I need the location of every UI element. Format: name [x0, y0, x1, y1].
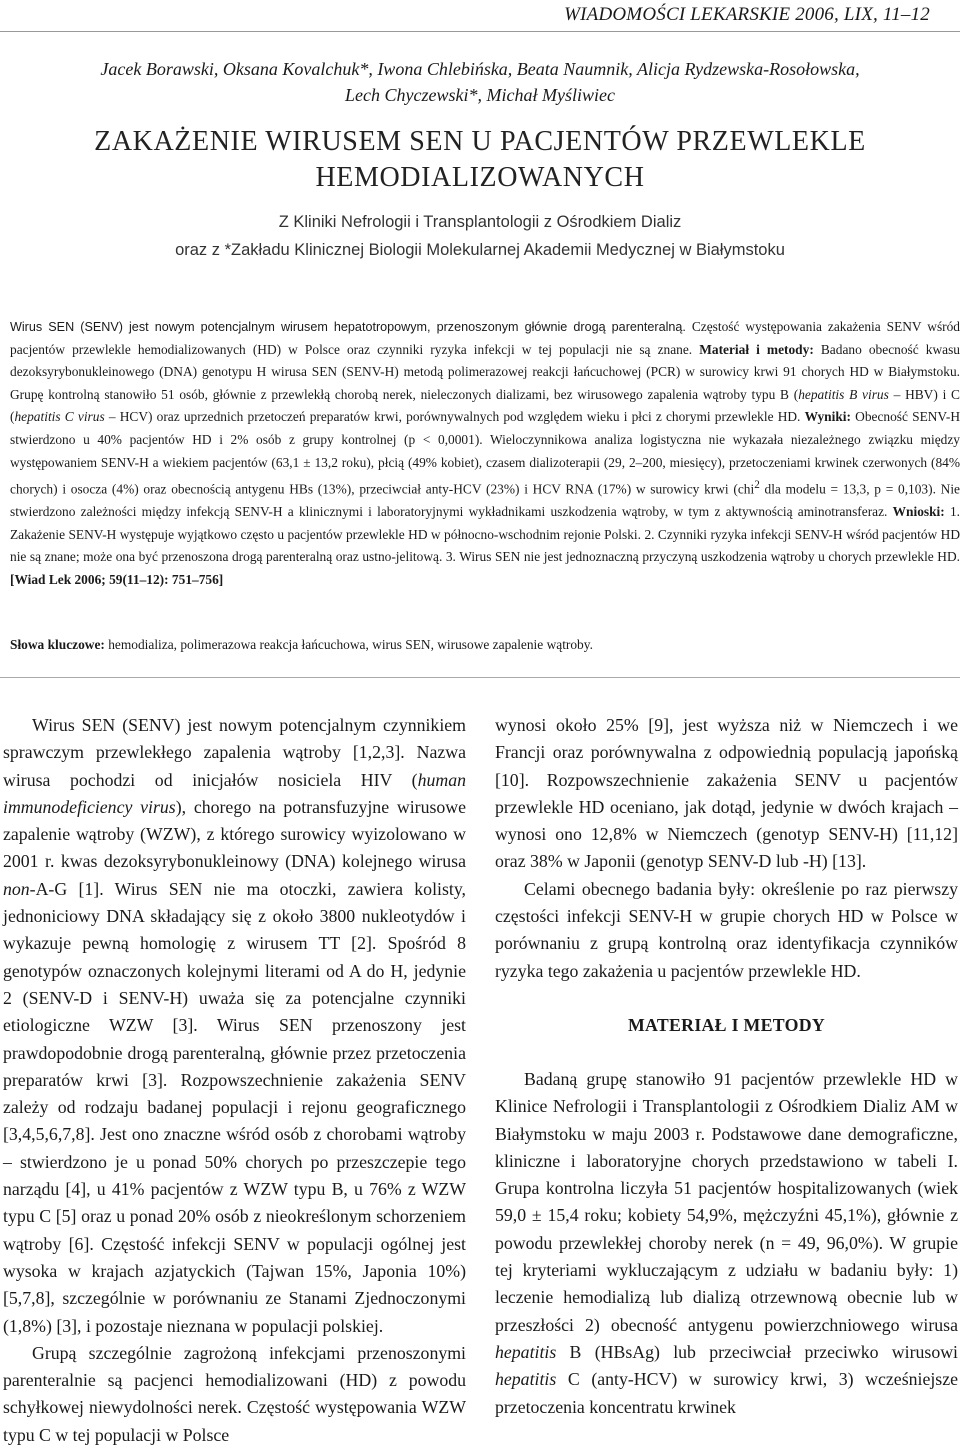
header-divider: [0, 31, 960, 32]
citation: [Wiad Lek 2006; 59(11–12): 751–756]: [10, 572, 224, 587]
abstract-divider: [0, 677, 960, 678]
abstract: [10, 316, 960, 592]
text-run-italic: hepatitis: [495, 1369, 557, 1390]
text-run: ), chorego na potransfuzyjne wirusowe zapalenie wątroby (WZW), z którego surowicy wyizolowano w 2001 r. kwas dezoksyrybonukleinowy (DNA) kolejnego wirusa: [3, 796, 467, 872]
author-line-2: Lech Chyczewski*, Michał Myśliwiec: [345, 85, 615, 105]
methods-text-a: Badano obecność kwasu dezoksyrybonukleinowego (DNA) genotypu H wirusa SEN (SENV-H) metodą polimerazowej reakcji łańcuchowej (PCR) w surowicy krwi 91 chorych HD w Białymstoku. Grupę kontrolną stanowiło 51 osób, głównie z przewlekłą chorobą nerek, nieleczonych dializami, bez wirusowego zapalenia wątroby typu B (: [10, 341, 960, 402]
body-paragraph: Grupą szczególnie zagrożoną infekcjami przenoszonymi parenteralnie są pacjenci hemodializowani (HD) z powodu schyłkowej niewydolności nerek. Częstość występowania WZW typu C w tej populacji w Polsce: [3, 1342, 466, 1445]
abstract-intro: Wirus SEN (SENV) jest nowym potencjalnym wirusem hepatotropowym, przenoszonym głównie drogą parenteralną.: [10, 320, 686, 334]
keywords: [10, 634, 960, 656]
chi-square-superscript: 2: [754, 479, 760, 492]
body-paragraph: wynosi około 25% [9], jest wyższa niż w Niemczech i we Francji oraz porównywalna z odpowiednią populacją japońską [10]. Rozpowszechnienie zakażenia SENV u pacjentów przewlekle HD oceniano, jak dotąd, jedynie w dwóch krajach – wynosi ono 12,8% w Niemczech (genotyp SENV-H) [11,12] oraz 38% w Japonii (genotyp SENV-D lub -H) [13].: [495, 715, 958, 872]
methods-text-b: – HBV) i C (: [10, 386, 960, 425]
methods-text-c: – HCV) oraz uprzednich przetoczeń preparatów krwi, porównywalnych pod względem wieku i płci z chorymi przewlekle HD.: [104, 409, 805, 425]
author-list: [0, 56, 960, 108]
body-column-left: [3, 712, 466, 1449]
keywords-text: hemodializa, polimerazowa reakcja łańcuchowa, wirus SEN, wirusowe zapalenie wątroby.: [104, 637, 593, 652]
text-run: C (anty-HCV) w surowicy krwi, 3) wcześniejsze przetoczenia koncentratu krwinek: [495, 1369, 958, 1417]
text-run: -A-G [1]. Wirus SEN nie ma otoczki, zawiera kolisty, jednoniciowy DNA składający się z około 3800 nukleotydów i wykazuje pewną homologię z wirusem TT [2]. Spośród 8 genotypów oznaczonych kolejnymi literami od A do H, jedynie 2 (SENV-D i SENV-H) uważa się za potencjalne czynniki etiologiczne WZW [3]. Wirus SEN przenoszony jest prawdopodobnie drogą parenteralną, głównie przez przetoczenia preparatów krwi [3]. Rozpowszechnienie zakażenia SENV zależy od rodzaju badanej populacji i rejonu geograficznego [3,4,5,6,7,8]. Jest ono znaczne wśród osób z chorobami wątroby – stwierdzono je u ponad 50% chorych po przeszczepie tego narządu [4], u 41% pacjentów z WZW typu B, u 76% z WZW typu C [5] oraz u ponad 20% osób z nieokreślonym schorzeniem wątroby [6]. Częstość infekcji SENV w populacji ogólnej jest wysoka w krajach azjatyckich (Tajwan 15%, Japonia 10%) [5,7,8], szczególnie w porównaniu ze Stanami Zjednoczonymi (1,8%) [3], i pozostaje nieznana w populacji polskiej.: [3, 878, 466, 1336]
text-run: Wirus SEN (SENV) jest nowym potencjalnym czynnikiem sprawczym przewlekłego zapalenia wątroby [1,2,3]. Nazwa wirusa pochodzi od inicjałów nosiciela HIV (: [3, 715, 466, 790]
body-paragraph: [495, 1066, 958, 1421]
affiliation-line-2: oraz z *Zakładu Klinicznej Biologii Molekularnej Akademii Medycznej w Białymstoku: [175, 241, 785, 259]
methods-hcv: hepatitis C virus: [14, 409, 105, 425]
affiliation: [0, 208, 960, 264]
body-column-right: [495, 712, 958, 1421]
journal-header: WIADOMOŚCI LEKARSKIE 2006, LIX, 11–12: [564, 4, 930, 25]
text-run: Badaną grupę stanowiło 91 pacjentów przewlekle HD w Klinice Nefrologii i Transplantologii z Ośrodkiem Dializ AM w Białymstoku w maju 2003 r. Podstawowe dane demograficzne, kliniczne i laboratoryjne chorych przedstawiono w tabeli I. Grupa kontrolna liczyła 51 pacjentów hospitalizowanych (wiek 59,0 ± 15,4 roku; kobiety 54,9%, mężczyźni 45,1%), głównie z powodu przewlekłej choroby nerek (n = 49, 96,0%). W grupie tej kryteriami wykluczającym z udziału w badaniu były: 1) leczenie hemodializą lub dializą otrzewnową obecnie lub w przeszłości 2) obecność antygenu powierzchniowego wirusa: [495, 1068, 958, 1335]
results-label: Wyniki:: [804, 409, 851, 425]
results-text-a: Obecność SENV-H stwierdzono u 40% pacjentów HD i 2% osób z grupy kontrolnej (p < 0,0001). Wieloczynnikowa analiza logistyczna nie wykazała niezależnego związku między występowaniem SENV-H a wiekiem pacjentów (63,1 ± 13,2 roku), płcią (49% kobiet), czasem dializoterapii (29, 2–200, miesięcy), przetoczeniami krwinek czerwonych (84% chorych) i osocza (4%) oraz obecnością antygenu HBs (13%), przeciwciał anty-HCV (23%) i HCV RNA (17%) w surowicy krwi (chi: [10, 409, 960, 497]
text-run-italic: hepatitis: [495, 1341, 557, 1362]
text-run-italic: non: [3, 878, 30, 899]
text-run-italic: human immunodeficiency virus: [3, 769, 466, 817]
body-paragraph: Celami obecnego badania były: określenie po raz pierwszy częstości infekcji SENV-H w grupie chorych HD w Polsce w porównaniu z grupą kontrolną oraz identyfikacja czynników ryzyka tego zakażenia u pacjentów przewlekle HD.: [495, 878, 958, 981]
conclusions-label: Wnioski:: [892, 504, 945, 520]
title-line-1: ZAKAŻENIE WIRUSEM SEN U PACJENTÓW PRZEWLEKLE: [94, 126, 866, 157]
abstract-intro-cont: Częstość występowania zakażenia SENV wśród pacjentów przewlekle hemodializowanych (HD) w Polsce oraz czynniki ryzyka infekcji w tej populacji nie są znane.: [10, 319, 960, 357]
methods-label: Materiał i metody:: [699, 341, 814, 357]
section-heading: MATERIAŁ I METODY: [627, 1014, 826, 1035]
author-line-1: Jacek Borawski, Oksana Kovalchuk*, Iwona Chlebińska, Beata Naumnik, Alicja Rydzewska-Rosołowska,: [100, 59, 860, 79]
affiliation-line-1: Z Kliniki Nefrologii i Transplantologii z Ośrodkiem Dializ: [278, 213, 682, 231]
conclusions-text: 1. Zakażenie SENV-H występuje wyjątkowo często u pacjentów przewlekle HD w północno-wschodnim rejonie Polski. 2. Czynniki ryzyka infekcji SENV-H wśród pacjentów HD nie są znane; może ona być przenoszona drogą parenteralną oraz ustno-jelitową. 3. Wirus SEN nie jest jednoznaczną przyczyną uszkodzenia wątroby u chorych przewlekle HD.: [10, 504, 960, 565]
text-run: B (HBsAg) lub przeciwciał przeciwko wirusowi: [556, 1341, 958, 1362]
article-title: [0, 124, 960, 196]
methods-hbv: hepatitis B virus: [798, 386, 889, 402]
title-line-2: HEMODIALIZOWANYCH: [315, 162, 645, 193]
body-paragraph: [3, 712, 466, 1340]
keywords-label: Słowa kluczowe:: [10, 637, 105, 652]
results-text-b: dla modelu = 13,3, p = 0,103). Nie stwierdzono zależności między infekcją SENV-H a klinicznymi i laboratoryjnymi wykładnikami uszkodzenia wątroby, w tym z aktywnością aminotransferaz.: [10, 481, 960, 520]
